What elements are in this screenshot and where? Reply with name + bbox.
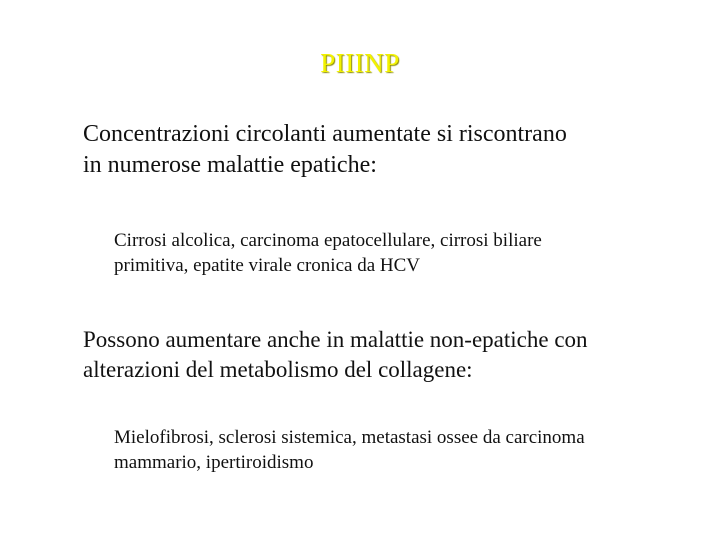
sub-paragraph-liver-diseases [114, 229, 674, 278]
paragraph-non-hepatic-diseases [83, 325, 703, 385]
paragraph-line: Concentrazioni circolanti aumentate si riscontrano [83, 121, 567, 147]
paragraph-line: alterazioni del metabolismo del collagene: [83, 356, 473, 382]
slide-title: PIIINP [320, 48, 400, 78]
sub-paragraph-collagen-diseases [114, 426, 684, 475]
sub-paragraph-line: Mielofibrosi, sclerosi sistemica, metastasi ossee da carcinoma [114, 427, 585, 448]
sub-paragraph-line: primitiva, epatite virale cronica da HCV [114, 254, 420, 276]
sub-paragraph-line: Cirrosi alcolica, carcinoma epatocellulare, cirrosi biliare [114, 230, 542, 251]
paragraph-circulating-concentrations [83, 119, 703, 181]
paragraph-line: Possono aumentare anche in malattie non-epatiche con [83, 327, 588, 352]
sub-paragraph-line: mammario, ipertiroidismo [114, 451, 314, 473]
paragraph-line: in numerose malattie epatiche: [83, 152, 377, 179]
